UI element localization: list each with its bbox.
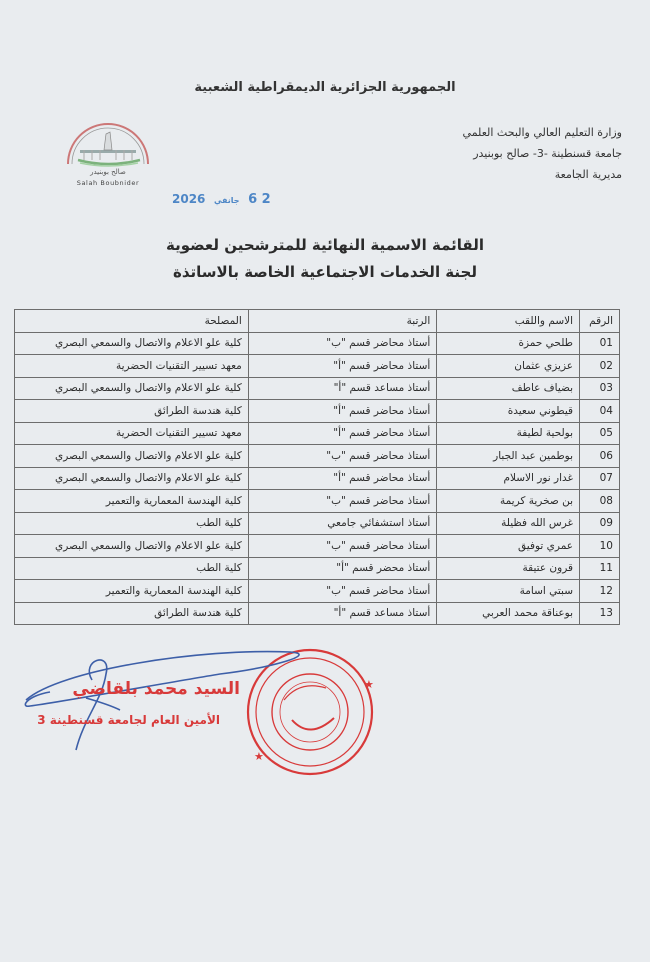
header-department: المصلحة [15, 310, 249, 333]
table-row [15, 467, 620, 490]
cell-number: 05 [580, 422, 620, 445]
cell-number: 10 [580, 535, 620, 558]
cell-department: كلية علو الاعلام والاتصال والسمعي البصري [15, 445, 249, 468]
cell-department: كلية علو الاعلام والاتصال والسمعي البصري [15, 377, 249, 400]
cell-name: بضياف عاطف [437, 377, 580, 400]
cell-rank: أستاذ محاضر قسم "ب" [248, 332, 437, 355]
cell-number: 13 [580, 602, 620, 625]
directorate-name: مديرية الجامعة [554, 168, 622, 181]
table-row [15, 332, 620, 355]
cell-name: طلحي حمزة [437, 332, 580, 355]
cell-rank: أستاذ محاضر قسم "أ" [248, 400, 437, 423]
issuer-block [463, 122, 622, 185]
cell-name: بوعناقة محمد العربي [437, 602, 580, 625]
cell-rank: أستاذ مساعد قسم "أ" [248, 377, 437, 400]
cell-rank: أستاذ محاضر قسم "ب" [248, 535, 437, 558]
table-row [15, 445, 620, 468]
cell-number: 07 [580, 467, 620, 490]
table-row [15, 580, 620, 603]
cell-name: سبتي اسامة [437, 580, 580, 603]
table-row [15, 602, 620, 625]
table-row [15, 490, 620, 513]
header-number: الرقم [580, 310, 620, 333]
table-row [15, 355, 620, 378]
header-rank: الرتبة [248, 310, 437, 333]
cell-name: بوطمين عبد الجبار [437, 445, 580, 468]
cell-rank: أستاذ محاضر قسم "أ" [248, 467, 437, 490]
ministry-name: وزارة التعليم العالي والبحث العلمي [462, 126, 622, 139]
date-stamp [172, 192, 271, 207]
cell-rank: أستاذ محاضر قسم "ب" [248, 580, 437, 603]
cell-name: غدار نور الاسلام [437, 467, 580, 490]
table-row [15, 422, 620, 445]
cell-department: كلية الهندسة المعمارية والتعمير [15, 490, 249, 513]
header-name: الاسم واللقب [437, 310, 580, 333]
cell-department: كلية هندسة الطرائق [15, 602, 249, 625]
handwritten-signature [25, 652, 299, 750]
cell-department: كلية هندسة الطرائق [15, 400, 249, 423]
university-logo-emblem [28, 118, 188, 168]
cell-name: عزيزي عثمان [437, 355, 580, 378]
cell-number: 02 [580, 355, 620, 378]
table-row [15, 557, 620, 580]
university-name: جامعة قسنطينة -3- صالح بوبنيدر [473, 147, 622, 160]
cell-department: كلية علو الاعلام والاتصال والسمعي البصري [15, 535, 249, 558]
signature-stamp-area [20, 640, 390, 790]
document-title [0, 232, 650, 286]
cell-department: معهد تسيير التقنيات الحضرية [15, 355, 249, 378]
title-line-1: القائمة الاسمية النهائية للمترشحين لعضوية [166, 236, 484, 254]
republic-heading: الجمهورية الجزائرية الديمقراطية الشعبية [194, 80, 456, 95]
cell-department: كلية علو الاعلام والاتصال والسمعي البصري [15, 332, 249, 355]
signatory-name-stamp: السيد محمد بلقاضي [72, 679, 240, 699]
cell-rank: أستاذ مساعد قسم "أ" [248, 602, 437, 625]
logo-arabic-name: صالح بوبنيدر [90, 168, 126, 176]
cell-rank: أستاذ محاضر قسم "أ" [248, 422, 437, 445]
logo-latin-name: Salah Boubnider [76, 179, 140, 187]
cell-name: قيطوني سعيدة [437, 400, 580, 423]
cell-name: بولحية لطيفة [437, 422, 580, 445]
signatory-title-stamp: الأمين العام لجامعة قسنطينة 3 [37, 713, 220, 727]
table-row [15, 377, 620, 400]
date-day: 2 6 [248, 192, 271, 207]
seal-star-icon: ★ [254, 750, 264, 763]
cell-name: عمري توفيق [437, 535, 580, 558]
cell-number: 06 [580, 445, 620, 468]
cell-department: كلية الطب [15, 512, 249, 535]
date-month: جانفي [213, 196, 240, 205]
cell-number: 03 [580, 377, 620, 400]
university-logo [28, 118, 188, 192]
candidates-table [14, 309, 620, 625]
table-row [15, 512, 620, 535]
cell-rank: أستاذ محاضر قسم "أ" [248, 355, 437, 378]
table-row [15, 400, 620, 423]
cell-number: 04 [580, 400, 620, 423]
cell-rank: أستاذ محاضر قسم "ب" [248, 445, 437, 468]
cell-rank: أستاذ استشفائي جامعي [248, 512, 437, 535]
cell-number: 01 [580, 332, 620, 355]
cell-number: 12 [580, 580, 620, 603]
official-seal [248, 650, 372, 774]
title-line-2: لجنة الخدمات الاجتماعية الخاصة بالاساتذة [173, 263, 477, 281]
cell-department: كلية علو الاعلام والاتصال والسمعي البصري [15, 467, 249, 490]
cell-name: غرس الله فظيلة [437, 512, 580, 535]
seal-star-icon: ★ [364, 678, 374, 691]
cell-department: كلية الهندسة المعمارية والتعمير [15, 580, 249, 603]
cell-department: معهد تسيير التقنيات الحضرية [15, 422, 249, 445]
cell-rank: أستاذ محضر قسم "أ" [248, 557, 437, 580]
cell-department: كلية الطب [15, 557, 249, 580]
table-header-row [15, 310, 620, 333]
table-row [15, 535, 620, 558]
date-year: 2026 [172, 192, 206, 206]
cell-number: 09 [580, 512, 620, 535]
cell-number: 11 [580, 557, 620, 580]
cell-number: 08 [580, 490, 620, 513]
cell-rank: أستاذ محاضر قسم "ب" [248, 490, 437, 513]
cell-name: قرون عتيقة [437, 557, 580, 580]
cell-name: بن صخرية كريمة [437, 490, 580, 513]
